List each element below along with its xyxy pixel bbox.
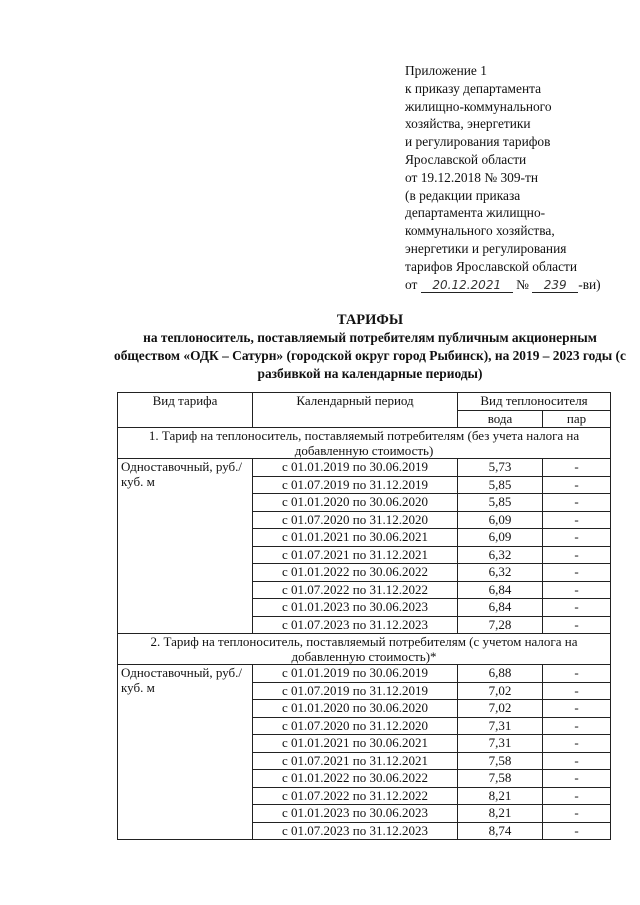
annex-line: энергетики и регулирования [405,240,567,256]
period-cell: с 01.07.2021 по 31.12.2021 [253,546,458,564]
title-subtitle: на теплоноситель, поставляемый потребителям публичным акционерным обществом «ОДК – Сатурн» (городской округ город Рыбинск), на 2019 – 2023 годы (с разбивкой на календарные периоды) [114,330,626,381]
period-cell: с 01.01.2022 по 30.06.2022 [253,770,458,788]
water-value-cell: 8,74 [458,822,543,840]
water-value-cell: 5,73 [458,459,543,477]
tariff-kind-cell: Одноставочный, руб./куб. м [118,665,253,840]
period-cell: с 01.01.2022 по 30.06.2022 [253,564,458,582]
steam-value-cell: - [543,546,611,564]
period-cell: с 01.01.2019 по 30.06.2019 [253,459,458,477]
period-cell: с 01.07.2023 по 31.12.2023 [253,822,458,840]
period-cell: с 01.01.2023 по 30.06.2023 [253,599,458,617]
section-title: 1. Тариф на теплоноситель, поставляемый потребителям (без учета налога на добавленную стоимость) [118,428,611,459]
period-cell: с 01.07.2020 по 31.12.2020 [253,511,458,529]
steam-value-cell: - [543,476,611,494]
water-value-cell: 6,84 [458,581,543,599]
water-value-cell: 5,85 [458,494,543,512]
period-cell: с 01.01.2021 по 30.06.2021 [253,735,458,753]
water-value-cell: 6,32 [458,564,543,582]
steam-value-cell: - [543,599,611,617]
period-cell: с 01.07.2021 по 31.12.2021 [253,752,458,770]
steam-value-cell: - [543,529,611,547]
section-row [118,428,611,459]
water-value-cell: 6,09 [458,529,543,547]
water-value-cell: 5,85 [458,476,543,494]
water-value-cell: 7,02 [458,700,543,718]
annex-line: от 19.12.2018 № 309-тн [405,169,539,185]
steam-value-cell: - [543,770,611,788]
water-value-cell: 7,58 [458,752,543,770]
steam-value-cell: - [543,682,611,700]
period-cell: с 01.07.2023 по 31.12.2023 [253,616,458,634]
water-value-cell: 7,02 [458,682,543,700]
period-cell: с 01.07.2020 по 31.12.2020 [253,717,458,735]
water-value-cell: 8,21 [458,787,543,805]
steam-value-cell: - [543,616,611,634]
header-steam: пар [543,410,611,428]
period-cell: с 01.07.2019 по 31.12.2019 [253,476,458,494]
steam-value-cell: - [543,665,611,683]
water-value-cell: 7,28 [458,616,543,634]
annex-line: хозяйства, энергетики [405,116,531,132]
annex-line: Приложение 1 [405,63,487,78]
water-value-cell: 7,31 [458,717,543,735]
annex-line: Ярославской области [405,151,527,167]
steam-value-cell: - [543,564,611,582]
annex-line: к приказу департамента [405,80,542,96]
steam-value-cell: - [543,494,611,512]
steam-value-cell: - [543,822,611,840]
number-sign: № [516,276,529,292]
steam-value-cell: - [543,717,611,735]
annex-line: (в редакции приказа [405,187,521,203]
tariff-kind-cell: Одноставочный, руб./куб. м [118,459,253,634]
period-cell: с 01.01.2023 по 30.06.2023 [253,805,458,823]
steam-value-cell: - [543,700,611,718]
annex-block [405,62,635,293]
header-kind: Вид тарифа [118,393,253,428]
section-row [118,634,611,665]
table-row [118,459,611,477]
annex-line: и регулирования тарифов [405,134,551,150]
section-title: 2. Тариф на теплоноситель, поставляемый потребителям (с учетом налога на добавленную стоимость)* [118,634,611,665]
water-value-cell: 6,84 [458,599,543,617]
annex-line: тарифов Ярославской области [405,258,578,274]
annex-line: жилищно-коммунального [405,98,552,114]
period-cell: с 01.01.2020 по 30.06.2020 [253,700,458,718]
tariff-table [117,392,611,840]
handwritten-number: 239 [532,278,578,293]
annex-last-line [405,276,635,294]
annex-line: коммунального хозяйства, [405,223,555,239]
water-value-cell: 6,88 [458,665,543,683]
annex-suffix: -ви) [578,276,601,292]
water-value-cell: 6,32 [458,546,543,564]
steam-value-cell: - [543,511,611,529]
period-cell: с 01.01.2020 по 30.06.2020 [253,494,458,512]
water-value-cell: 7,31 [458,735,543,753]
period-cell: с 01.07.2022 по 31.12.2022 [253,787,458,805]
title-main: ТАРИФЫ [336,312,404,328]
header-water: вода [458,410,543,428]
steam-value-cell: - [543,805,611,823]
period-cell: с 01.01.2021 по 30.06.2021 [253,529,458,547]
annex-line: департамента жилищно- [405,205,546,221]
document-title [110,311,630,382]
water-value-cell: 6,09 [458,511,543,529]
period-cell: с 01.01.2019 по 30.06.2019 [253,665,458,683]
table-row [118,665,611,683]
water-value-cell: 7,58 [458,770,543,788]
header-row [118,393,611,411]
steam-value-cell: - [543,787,611,805]
header-period: Календарный период [253,393,458,428]
steam-value-cell: - [543,752,611,770]
water-value-cell: 8,21 [458,805,543,823]
steam-value-cell: - [543,581,611,599]
annex-from-prefix: от [405,276,418,292]
steam-value-cell: - [543,459,611,477]
period-cell: с 01.07.2019 по 31.12.2019 [253,682,458,700]
period-cell: с 01.07.2022 по 31.12.2022 [253,581,458,599]
handwritten-date: 20.12.2021 [421,278,513,293]
steam-value-cell: - [543,735,611,753]
header-carrier: Вид теплоносителя [458,393,611,411]
